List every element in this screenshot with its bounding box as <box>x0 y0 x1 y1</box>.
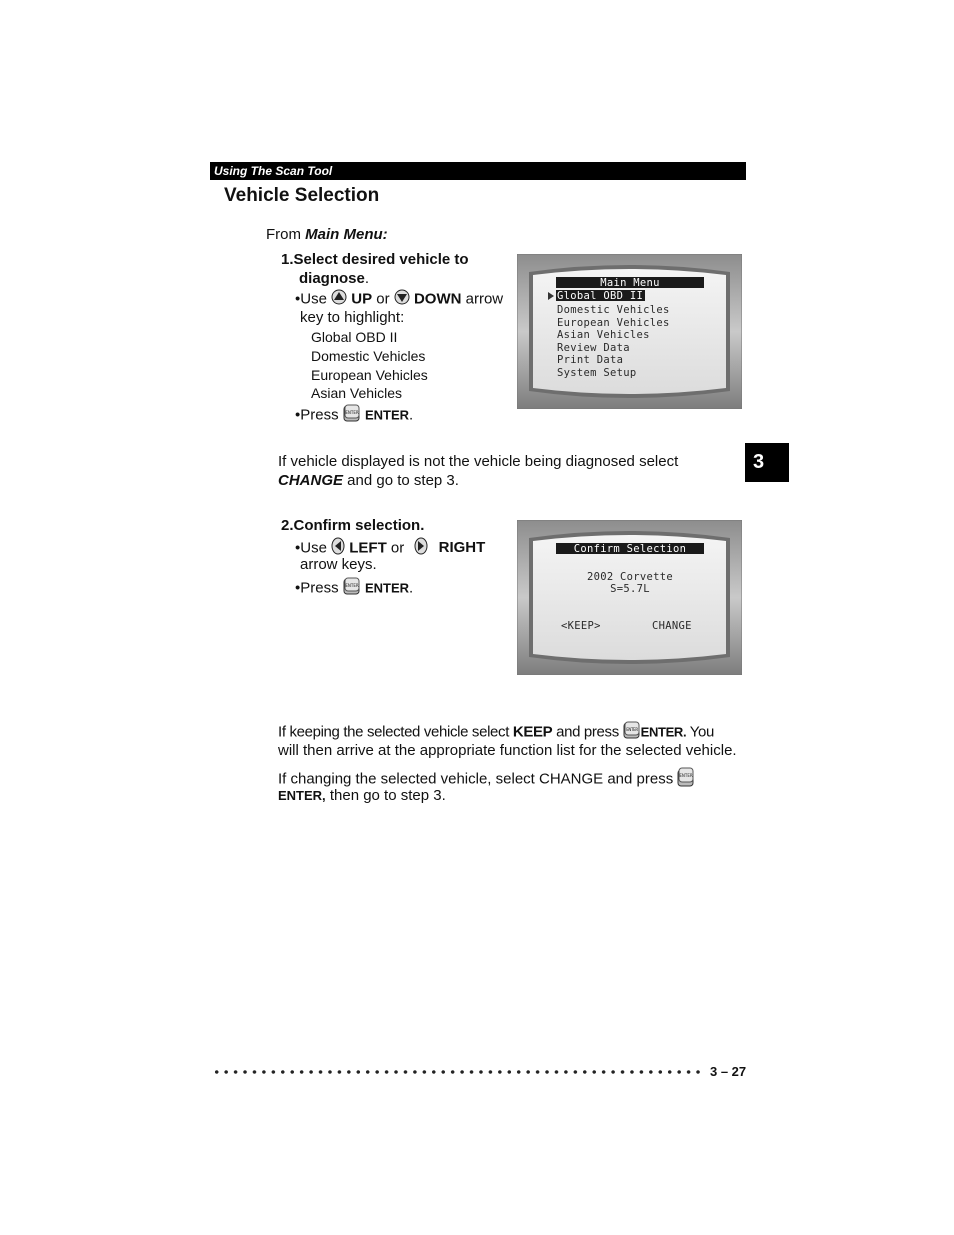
svg-text:ENTER: ENTER <box>345 583 359 588</box>
enter-key-label: ENTER. <box>640 724 687 740</box>
step1-press-prefix: •Press <box>295 406 343 424</box>
footer-dotted-rule <box>212 1066 702 1078</box>
note1-line1: If vehicle displayed is not the vehicle being diagnosed select <box>278 453 679 470</box>
enter-key-label: ENTER <box>364 407 409 423</box>
note1-line2 <box>278 471 459 490</box>
step1-heading-period: . <box>364 270 370 287</box>
keep-word: KEEP <box>512 723 553 741</box>
step1-heading-line2 <box>299 269 369 288</box>
up-key-label: UP <box>351 290 373 308</box>
screen1-item-selected: Global OBD II <box>557 290 644 302</box>
screen2-vehicle-line1: 2002 Corvette <box>586 571 674 583</box>
screen1-item: Print Data <box>557 354 624 366</box>
step1-or-text: or <box>372 290 394 308</box>
intro-line <box>266 225 388 244</box>
screen1-item: Asian Vehicles <box>557 329 650 341</box>
screen2-keep-option: <KEEP> <box>561 620 601 632</box>
screen1-item: Review Data <box>557 342 630 354</box>
main-menu-screen-image <box>517 254 742 409</box>
step1-use-prefix: •Use <box>295 290 332 308</box>
note3-line1-text: If changing the selected vehicle, select CHANGE and press <box>278 770 674 788</box>
vehicle-option: Global OBD II <box>311 329 398 345</box>
section-header-bar <box>210 162 746 180</box>
page-title: Vehicle Selection <box>224 185 380 206</box>
vehicle-option: Domestic Vehicles <box>311 348 426 364</box>
enter-key-icon <box>677 767 695 792</box>
note2-suffix: You <box>686 723 715 741</box>
right-arrow-icon <box>414 537 428 560</box>
vehicle-option: Asian Vehicles <box>311 385 403 401</box>
step1-period: . <box>409 406 414 424</box>
down-arrow-icon <box>394 289 410 310</box>
enter-key-label: ENTER <box>364 580 409 596</box>
note2-line2: will then arrive at the appropriate function list for the selected vehicle. <box>278 742 737 759</box>
change-word: CHANGE <box>278 472 344 489</box>
screen1-item: European Vehicles <box>557 317 670 329</box>
step1-highlight-text: key to highlight: <box>300 309 405 326</box>
svg-text:ENTER: ENTER <box>625 727 638 732</box>
svg-text:ENTER: ENTER <box>345 410 359 415</box>
enter-key-label: ENTER, <box>278 788 326 803</box>
up-arrow-icon <box>331 289 347 310</box>
left-key-label: LEFT <box>349 539 387 557</box>
chapter-tab: 3 <box>745 443 789 482</box>
vehicle-option: European Vehicles <box>311 367 428 383</box>
step1-heading-line1: 1.Select desired vehicle to <box>281 251 469 268</box>
step1-press-line <box>295 404 413 427</box>
step1-heading-diagnose: diagnose <box>299 270 365 287</box>
screen1-title: Main Menu <box>600 277 660 289</box>
right-key-label: RIGHT <box>438 539 486 557</box>
section-label: Using The Scan Tool <box>214 164 333 178</box>
step1-use-line <box>295 289 503 310</box>
screen2-vehicle-line2: S=5.7L <box>610 583 650 595</box>
note2-prefix: If keeping the selected vehicle select <box>278 723 513 741</box>
screen1-item: Domestic Vehicles <box>557 304 670 316</box>
note1-line2-rest: and go to step 3. <box>343 472 459 489</box>
screen2-title: Confirm Selection <box>573 543 687 555</box>
step2-press-prefix: •Press <box>295 579 343 597</box>
note3-line2 <box>278 786 446 805</box>
step2-or-text: or <box>386 539 409 557</box>
note3-line2-rest: then go to step 3. <box>325 787 446 804</box>
down-key-label: DOWN <box>413 290 462 308</box>
enter-key-icon <box>343 404 361 427</box>
step2-press-line <box>295 577 413 600</box>
step2-period: . <box>409 579 414 597</box>
screen1-item: System Setup <box>557 367 637 379</box>
confirm-selection-screen-image <box>517 520 742 675</box>
page-number: 3 – 27 <box>710 1064 747 1079</box>
enter-key-icon <box>343 577 361 600</box>
step2-heading: 2.Confirm selection. <box>281 517 425 534</box>
step1-arrow-text: arrow <box>461 290 504 308</box>
step2-arrow-keys-text: arrow keys. <box>300 556 377 573</box>
intro-prefix: From <box>266 226 306 243</box>
step2-use-prefix: •Use <box>295 539 332 557</box>
note2-mid: and press <box>552 723 623 741</box>
screen2-change-option: CHANGE <box>652 620 692 632</box>
svg-text:ENTER: ENTER <box>679 773 694 778</box>
main-menu-label: Main Menu: <box>305 226 388 243</box>
